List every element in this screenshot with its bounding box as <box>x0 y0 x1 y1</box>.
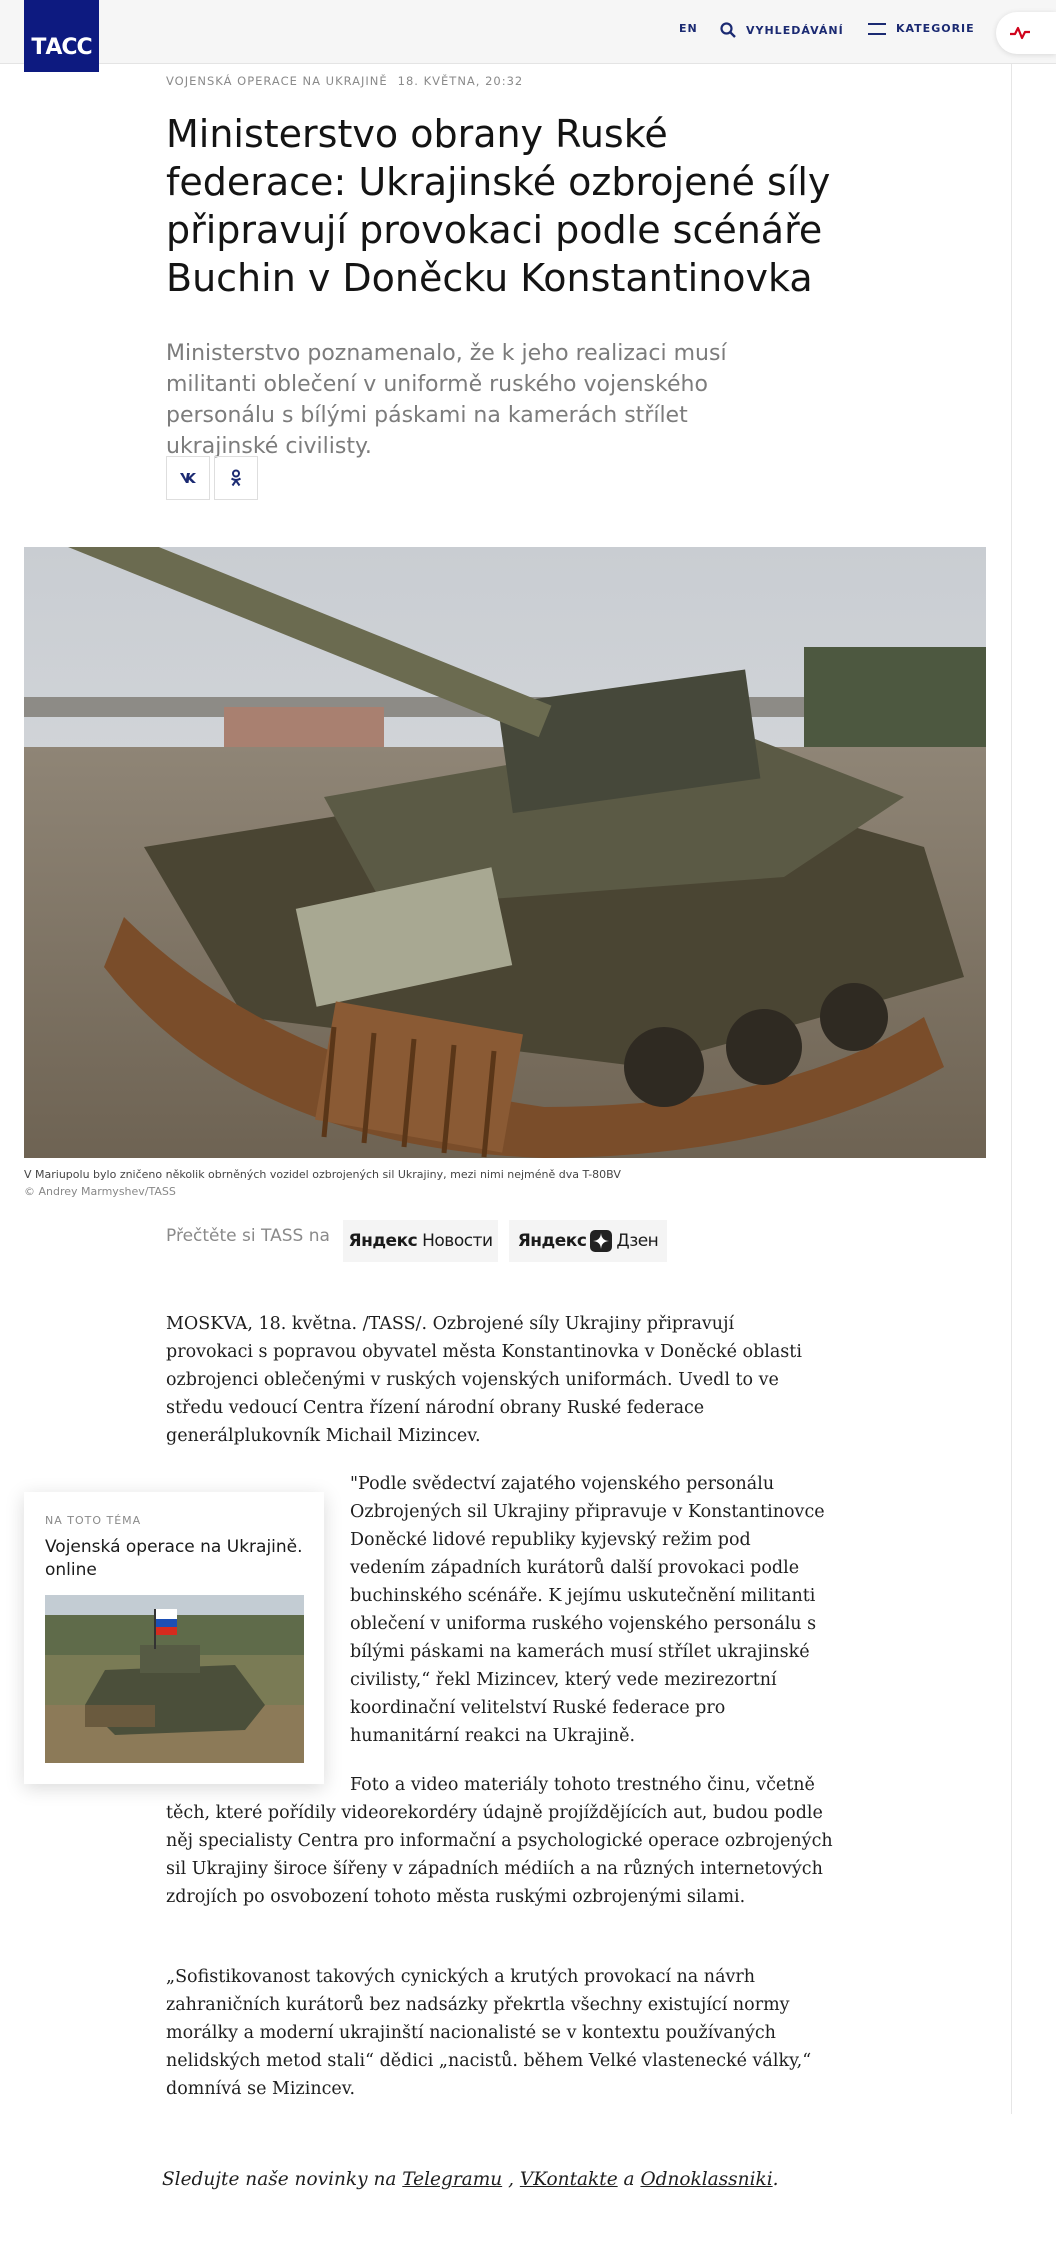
follow-us-line <box>162 2169 779 2190</box>
yandex-dzen-brand: Яндекс <box>517 1231 587 1251</box>
categories-label: KATEGORIE <box>896 22 975 35</box>
destroyed-tank-image <box>24 547 986 1158</box>
share-vk-button[interactable] <box>166 456 210 500</box>
related-image[interactable] <box>45 1595 304 1763</box>
column-divider <box>1011 64 1012 2114</box>
categories-button[interactable] <box>868 22 975 35</box>
language-switch[interactable]: EN <box>679 22 698 35</box>
related-topic-card[interactable] <box>24 1492 324 1784</box>
follow-prefix: Sledujte naše novinky na <box>162 2169 397 2190</box>
section-link[interactable]: VOJENSKÁ OPERACE NA UKRAJINĚ <box>166 74 388 88</box>
site-header <box>0 0 1056 64</box>
menu-icon <box>868 23 886 35</box>
article-meta <box>166 74 523 88</box>
follow-end: . <box>772 2169 779 2190</box>
telegram-link[interactable]: Telegramu <box>402 2169 503 2190</box>
follow-and: a <box>623 2169 635 2190</box>
yandex-dzen-button[interactable] <box>509 1220 667 1262</box>
read-on-label: Přečtěte si TASS na <box>166 1226 330 1246</box>
article-paragraph: "Podle svědectví zajatého vojenského personálu Ozbrojených sil Ukrajiny připravuje v Konstantinovce Doněcké lidové republiky kyjevský režim pod vedením západních kurátorů další provokaci podle buchinského scénáře. K jejímu uskutečnění militanti oblečení v uniforma ruského vojenského personálu s bílými páskami na kamerách musí střílet ukrajinské civilisty,“ řekl Mizincev, který vede mezirezortní koordinační velitelství Ruské federace pro humanitární reakci na Ukrajině. <box>350 1474 825 1746</box>
article-paragraph <box>166 1771 846 1911</box>
vkontakte-link[interactable]: VKontakte <box>519 2169 618 2190</box>
article-title: Ministerstvo obrany Ruské federace: Ukrajinské ozbrojené síly připravují provokaci podle scénáře Buchin v Doněcku Konstantinovka <box>166 112 831 300</box>
yandex-news-brand: Яндекс <box>348 1231 418 1251</box>
dzen-star-icon <box>590 1230 612 1252</box>
odnoklassniki-link[interactable]: Odnoklassniki <box>640 2169 773 2190</box>
related-kicker: NA TOTO TÉMA <box>45 1514 142 1527</box>
odnoklassniki-icon <box>230 469 242 487</box>
armored-vehicle-image <box>45 1595 304 1763</box>
yandex-news-label: Новости <box>422 1231 493 1251</box>
live-feed-button[interactable] <box>996 12 1056 54</box>
article-photo <box>24 547 986 1158</box>
pulse-icon <box>1010 26 1030 40</box>
search-label: VYHLEDÁVÁNÍ <box>746 23 844 37</box>
publish-date: 18. KVĚTNA, 20:32 <box>397 74 524 88</box>
yandex-news-button[interactable] <box>343 1220 498 1262</box>
article-paragraph-text: Foto a video materiály tohoto trestného činu, včetně těch, které pořídily videorekordéry údajně projíždějících aut, budou podle něj specialisty Centra pro informační a psychologické operace ozbrojených sil Ukrajiny široce šířeny v západních médiích a na různých internetových zdrojích po osvobození tohoto města ruskými ozbrojenými silami. <box>166 1775 833 1907</box>
photo-caption: V Mariupolu bylo zničeno několik obrněných vozidel ozbrojených sil Ukrajiny, mezi nimi nejméně dva T-80BV <box>24 1168 621 1181</box>
share-ok-button[interactable] <box>214 456 258 500</box>
yandex-dzen-label: Дзен <box>616 1231 659 1251</box>
article-paragraph: „Sofistikovanost takových cynických a krutých provokací na návrh zahraničních kurátorů bez nadsázky překrtla všechny existující normy morálky a moderní ukrajinští nacionalisté se v kontextu používaných nelidských metod stali“ dědici „nacistů. během Velké vlastenecké války,“ domnívá se Mizincev. <box>166 1967 812 2099</box>
follow-separator: , <box>508 2169 514 2190</box>
vk-icon <box>179 472 197 484</box>
search-button[interactable] <box>720 22 844 38</box>
article-lead: Ministerstvo poznamenalo, že k jeho realizaci musí militanti oblečení v uniformě ruského vojenského personálu s bílými páskami na kamerách střílet ukrajinské civilisty. <box>166 341 727 459</box>
tass-logo[interactable]: ТАСС <box>24 0 99 72</box>
related-title[interactable]: Vojenská operace na Ukrajině. online <box>45 1537 303 1580</box>
photo-credit: © Andrey Marmyshev/TASS <box>24 1185 176 1197</box>
article-paragraph: MOSKVA, 18. května. /TASS/. Ozbrojené síly Ukrajiny připravují provokaci s popravou obyvatel města Konstantinovka v Doněcké oblasti ozbrojenci oblečenými v ruských vojenských uniformách. Uvedl to ve středu vedoucí Centra řízení národní obrany Ruské federace generálplukovník Michail Mizincev. <box>166 1314 802 1446</box>
search-icon <box>720 22 736 38</box>
